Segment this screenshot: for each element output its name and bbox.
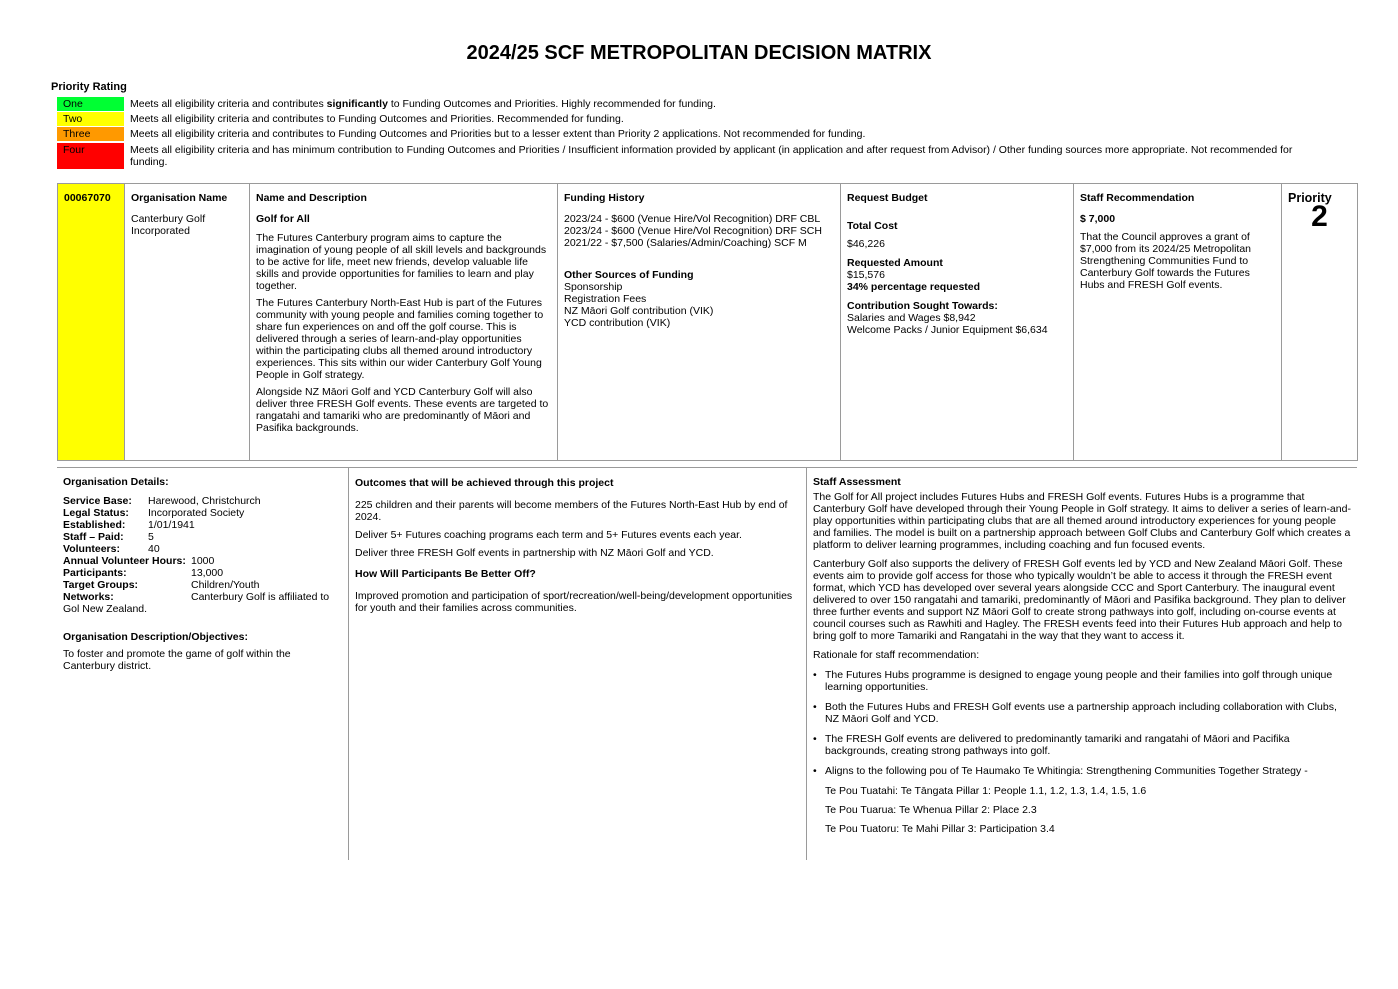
legend-desc-two: Meets all eligibility criteria and contributes to Funding Outcomes and Priorities. Recommended for funding.: [130, 113, 624, 125]
outcomes-header: Outcomes that will be achieved through this project: [355, 477, 614, 489]
legend-row-three: [57, 127, 1317, 141]
project-name: Golf for All: [256, 213, 310, 225]
column-divider: [348, 468, 349, 860]
legend-row-two: [57, 112, 1317, 126]
staff-recommendation-text: That the Council approves a grant of $7,000 from its 2024/25 Metropolitan Strengthening Communities Fund to Canterbury Golf towards the Futures Hubs and FRESH Golf events.: [1080, 231, 1252, 291]
outcome-item: 225 children and their parents will become members of the Futures North-East Hub by end of 2024.: [355, 499, 788, 523]
application-id-cell: [58, 184, 125, 461]
rationale-item: • Aligns to the following pou of Te Haumako Te Whitingia: Strengthening Communities Together Strategy -: [825, 765, 1351, 777]
other-sources-header: Other Sources of Funding: [564, 269, 694, 281]
total-cost-label: Total Cost: [847, 220, 898, 232]
requested-percentage: 34% percentage requested: [847, 281, 981, 293]
org-details-header: Organisation Details:: [63, 476, 169, 488]
staff-assessment-paragraph: Canterbury Golf also supports the delivery of FRESH Golf events led by YCD and New Zealand Māori Golf. These events aim to provide golf access for those who typically wouldn’t be able to access it through the FRESH event format, which YCD has developed over several years alongside CCC and Sport Canterbury. The inaugural event delivered to over 150 rangatahi and tamariki, predominantly of Māori and Pasifika background. They plan to deliver three further events and support NZ Māori Golf to create strong pathways into golf, including on-course events at council courses such as Rawhiti and Hagley. The FRESH events feed into their Futures Hub approach and help to bring golf to more Tamariki and Rangatahi in the way that they want to access it.: [813, 558, 1346, 642]
column-divider: [806, 468, 807, 860]
other-source-item: Sponsorship: [564, 281, 623, 293]
org-objectives-text: To foster and promote the game of golf within the Canterbury district.: [63, 648, 291, 672]
contribution-label: Contribution Sought Towards:: [847, 300, 998, 312]
legend-swatch-one: One: [57, 97, 124, 111]
staff-assessment-section: [813, 476, 1351, 842]
org-detail-row: Volunteers: 40: [63, 543, 160, 555]
requested-amount-value: $15,576: [847, 269, 885, 281]
section-divider: [57, 467, 1357, 468]
priority-rating-heading: Priority Rating: [51, 81, 127, 93]
description-paragraph: The Futures Canterbury program aims to capture the imagination of young people of all skill levels and backgrounds to be active for life, meet new friends, develop valuable life skills and provide opportunities for families to learn and play together.: [256, 232, 547, 292]
staff-recommendation-amount: $ 7,000: [1080, 213, 1116, 225]
name-description-cell: [250, 184, 558, 461]
request-budget-header: Request Budget: [847, 192, 928, 204]
org-detail-row: Target Groups: Children/Youth: [63, 579, 260, 591]
org-detail-row: Legal Status: Incorporated Society: [63, 507, 245, 519]
rationale-item: • The Futures Hubs programme is designed to engage young people and their families into golf through unique learning opportunities.: [825, 669, 1351, 693]
rationale-item: • Both the Futures Hubs and FRESH Golf events use a partnership approach including collaboration with Clubs, NZ Māori Golf and YCD.: [825, 701, 1351, 725]
rationale-list: [813, 669, 1351, 777]
org-detail-row: Staff – Paid: 5: [63, 531, 154, 543]
other-source-item: NZ Māori Golf contribution (VIK): [564, 305, 714, 317]
org-detail-row: Service Base: Harewood, Christchurch: [63, 495, 261, 507]
legend-desc-four: Meets all eligibility criteria and has minimum contribution to Funding Outcomes and Priorities / Insufficient information provided by applicant (in application and after request from Advisor) / Other funding sources more appropriate. Not recommended for funding.: [130, 144, 1293, 168]
application-id: 00067070: [64, 192, 111, 204]
name-description-header: Name and Description: [256, 192, 367, 204]
org-name-header: Organisation Name: [131, 192, 228, 204]
priority-header: Priority: [1288, 191, 1332, 205]
networks-label: Networks:: [63, 591, 114, 603]
org-objectives-header: Organisation Description/Objectives:: [63, 631, 248, 643]
legend-swatch-three: Three: [57, 127, 124, 141]
outcomes-section: [355, 477, 798, 614]
staff-assessment-paragraph: The Golf for All project includes Futures Hubs and FRESH Golf events. Futures Hubs is a programme that Canterbury Golf have developed through their Young People in Golf strategy. It aims to deliver a series of learn-and-play opportunities within participating clubs that are all themed around introductory experiences for young people and families. The model is built on a partnership approach between Golf Clubs and Canterbury Golf which creates a platform to deliver learning programmes, including coaching and fun focused events.: [813, 491, 1351, 551]
pou-item: Te Pou Tuarua: Te Whenua Pillar 2: Place 2.3: [825, 804, 1037, 816]
org-networks-row: [63, 591, 341, 615]
other-source-item: YCD contribution (VIK): [564, 317, 671, 329]
outcome-item: Deliver three FRESH Golf events in partnership with NZ Māori Golf and YCD.: [355, 547, 714, 559]
page-title: 2024/25 SCF METROPOLITAN DECISION MATRIX: [466, 42, 932, 64]
better-off-text: Improved promotion and participation of sport/recreation/well-being/development opportunities for youth and their families across communities.: [355, 590, 793, 614]
org-detail-row: Annual Volunteer Hours: 1000: [63, 555, 215, 567]
networks-value: Canterbury Golf is affiliated to Gol New Zealand.: [63, 591, 330, 615]
rationale-label: Rationale for staff recommendation:: [813, 649, 980, 661]
funding-history-cell: [558, 184, 841, 461]
staff-recommendation-cell: [1074, 184, 1282, 461]
org-details-section: [63, 476, 341, 672]
legend-row-four: [57, 143, 1317, 169]
funding-history-item: 2023/24 - $600 (Venue Hire/Vol Recognition) DRF CBL: [564, 213, 821, 225]
outcome-item: Deliver 5+ Futures coaching programs each term and 5+ Futures events each year.: [355, 529, 742, 541]
legend-swatch-two: Two: [57, 112, 124, 126]
request-budget-cell: [841, 184, 1074, 461]
description-paragraph: Alongside NZ Māori Golf and YCD Canterbury Golf will also deliver three FRESH Golf events. These events are targeted to rangatahi and tamariki who are predominantly of Māori and Pasifika backgrounds.: [256, 386, 549, 434]
contribution-item: Salaries and Wages $8,942: [847, 312, 976, 324]
priority-cell: [1282, 184, 1358, 461]
application-table: [57, 183, 1358, 461]
funding-history-header: Funding History: [564, 192, 645, 204]
description-paragraph: The Futures Canterbury North-East Hub is part of the Futures community with young people and families coming together to share fun experiences on and off the golf course. This is delivered through a series of learn-and-play opportunities within the participating clubs all themed around introductory experiences. This sits within our wider Canterbury Golf Young People in Golf strategy.: [256, 297, 544, 381]
legend-row-one: [57, 97, 1317, 111]
funding-history-item: 2021/22 - $7,500 (Salaries/Admin/Coaching) SCF M: [564, 237, 807, 249]
requested-amount-label: Requested Amount: [847, 257, 943, 269]
funding-history-item: 2023/24 - $600 (Venue Hire/Vol Recognition) DRF SCH: [564, 225, 822, 237]
priority-value: 2: [1311, 200, 1328, 233]
rationale-item: • The FRESH Golf events are delivered to predominantly tamariki and rangatahi of Māori and Pacifika backgrounds, creating strong pathways into golf.: [825, 733, 1351, 757]
other-source-item: Registration Fees: [564, 293, 647, 305]
pou-item: Te Pou Tuatoru: Te Mahi Pillar 3: Participation 3.4: [825, 823, 1055, 835]
org-name: Canterbury Golf Incorporated: [131, 213, 206, 237]
pou-item: Te Pou Tuatahi: Te Tāngata Pillar 1: People 1.1, 1.2, 1.3, 1.4, 1.5, 1.6: [825, 785, 1147, 797]
staff-recommendation-header: Staff Recommendation: [1080, 192, 1195, 204]
total-cost-value: $46,226: [847, 238, 885, 250]
org-detail-row: Established: 1/01/1941: [63, 519, 195, 531]
legend-swatch-four: Four: [57, 143, 124, 169]
legend-desc-three: Meets all eligibility criteria and contributes to Funding Outcomes and Priorities but to a lesser extent than Priority 2 applications. Not recommended for funding.: [130, 128, 866, 140]
contribution-item: Welcome Packs / Junior Equipment $6,634: [847, 324, 1048, 336]
staff-assessment-header: Staff Assessment: [813, 476, 901, 488]
better-off-header: How Will Participants Be Better Off?: [355, 568, 536, 580]
org-name-cell: [125, 184, 250, 461]
org-detail-row: Participants: 13,000: [63, 567, 224, 579]
legend-desc-one: Meets all eligibility criteria and contributes significantly to Funding Outcomes and Priorities. Highly recommended for funding.: [130, 98, 716, 110]
